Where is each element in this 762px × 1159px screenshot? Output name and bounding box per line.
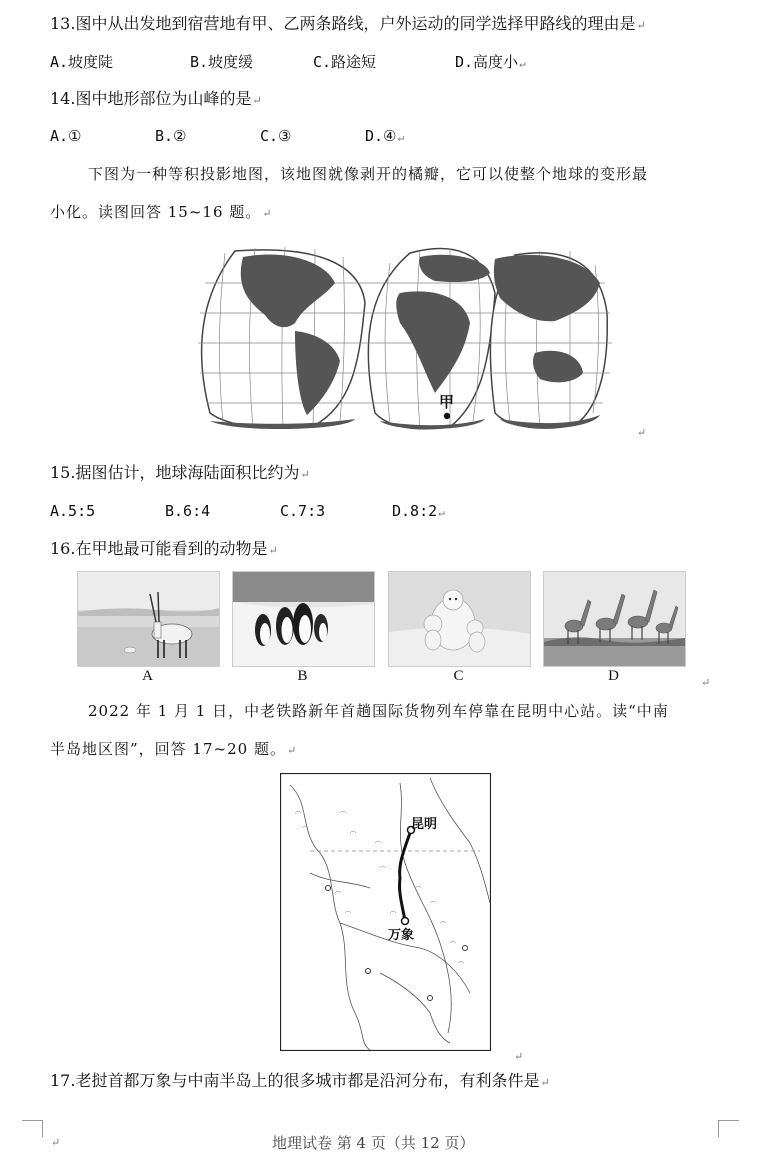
penguin-photo [232, 571, 375, 667]
paragraph-mark: ↵ [701, 676, 711, 689]
q15-option-d: D.8:2↵ [392, 502, 445, 520]
q15-option-c: C.7:3 [280, 502, 326, 520]
q15-stem: 15.据图估计，地球海陆面积比约为↵ [50, 463, 310, 482]
marker-jia [444, 413, 450, 419]
indochina-map [280, 773, 491, 1051]
q13-option-c: C.路途短 [313, 53, 377, 71]
q14-stem: 14.图中地形部位为山峰的是↵ [50, 89, 262, 108]
kunming-label: 昆明 [411, 817, 438, 832]
q14-option-d: D.④↵ [365, 127, 405, 145]
antelope-photo [77, 571, 220, 667]
vientiane-label: 万象 [388, 928, 415, 943]
polar-bear-photo [388, 571, 531, 667]
q14-option-c: C.③ [260, 127, 292, 145]
paragraph-mark: ↵ [51, 1136, 61, 1149]
intro1-line2: 小化。读图回答 15~16 题。↵ [50, 203, 273, 221]
marker-jia-label: 甲 [439, 393, 455, 411]
q13-option-a: A.坡度陡 [50, 53, 114, 71]
intro2-line2: 半岛地区图”，回答 17~20 题。↵ [50, 740, 298, 758]
q15-option-b: B.6:4 [165, 502, 211, 520]
q17-stem: 17.老挝首都万象与中南半岛上的很多城市都是沿河分布，有利条件是↵ [50, 1071, 550, 1090]
q15-option-a: A.5:5 [50, 502, 96, 520]
animal-label-c: C [453, 668, 464, 684]
vientiane-marker [402, 918, 409, 925]
world-map [195, 243, 615, 433]
q14-option-b: B.② [155, 127, 187, 145]
paragraph-mark: ↵ [637, 426, 647, 439]
q14-option-a: A.① [50, 127, 82, 145]
animal-label-b: B [297, 668, 308, 684]
q16-stem: 16.在甲地最可能看到的动物是↵ [50, 539, 278, 558]
animal-label-d: D [608, 668, 619, 684]
paragraph-mark: ↵ [514, 1050, 524, 1063]
q13-option-d: D.高度小↵ [455, 53, 526, 71]
giraffe-photo [543, 571, 686, 667]
animal-label-a: A [142, 668, 153, 684]
page-footer: 地理试卷 第 4 页（共 12 页） [272, 1134, 475, 1152]
intro2-line1: 2022 年 1 月 1 日，中老铁路新年首趟国际货物列车停靠在昆明中心站。读“中南 [88, 702, 669, 720]
q13-stem: 13.图中从出发地到宿营地有甲、乙两条路线，户外运动的同学选择甲路线的理由是↵ [50, 14, 646, 33]
intro1-line1: 下图为一种等积投影地图，该地图就像剥开的橘瓣，它可以使整个地球的变形最 [88, 165, 649, 183]
crop-mark-right [718, 1120, 739, 1137]
q13-option-b: B.坡度缓 [190, 53, 254, 71]
crop-mark-left [22, 1120, 43, 1137]
